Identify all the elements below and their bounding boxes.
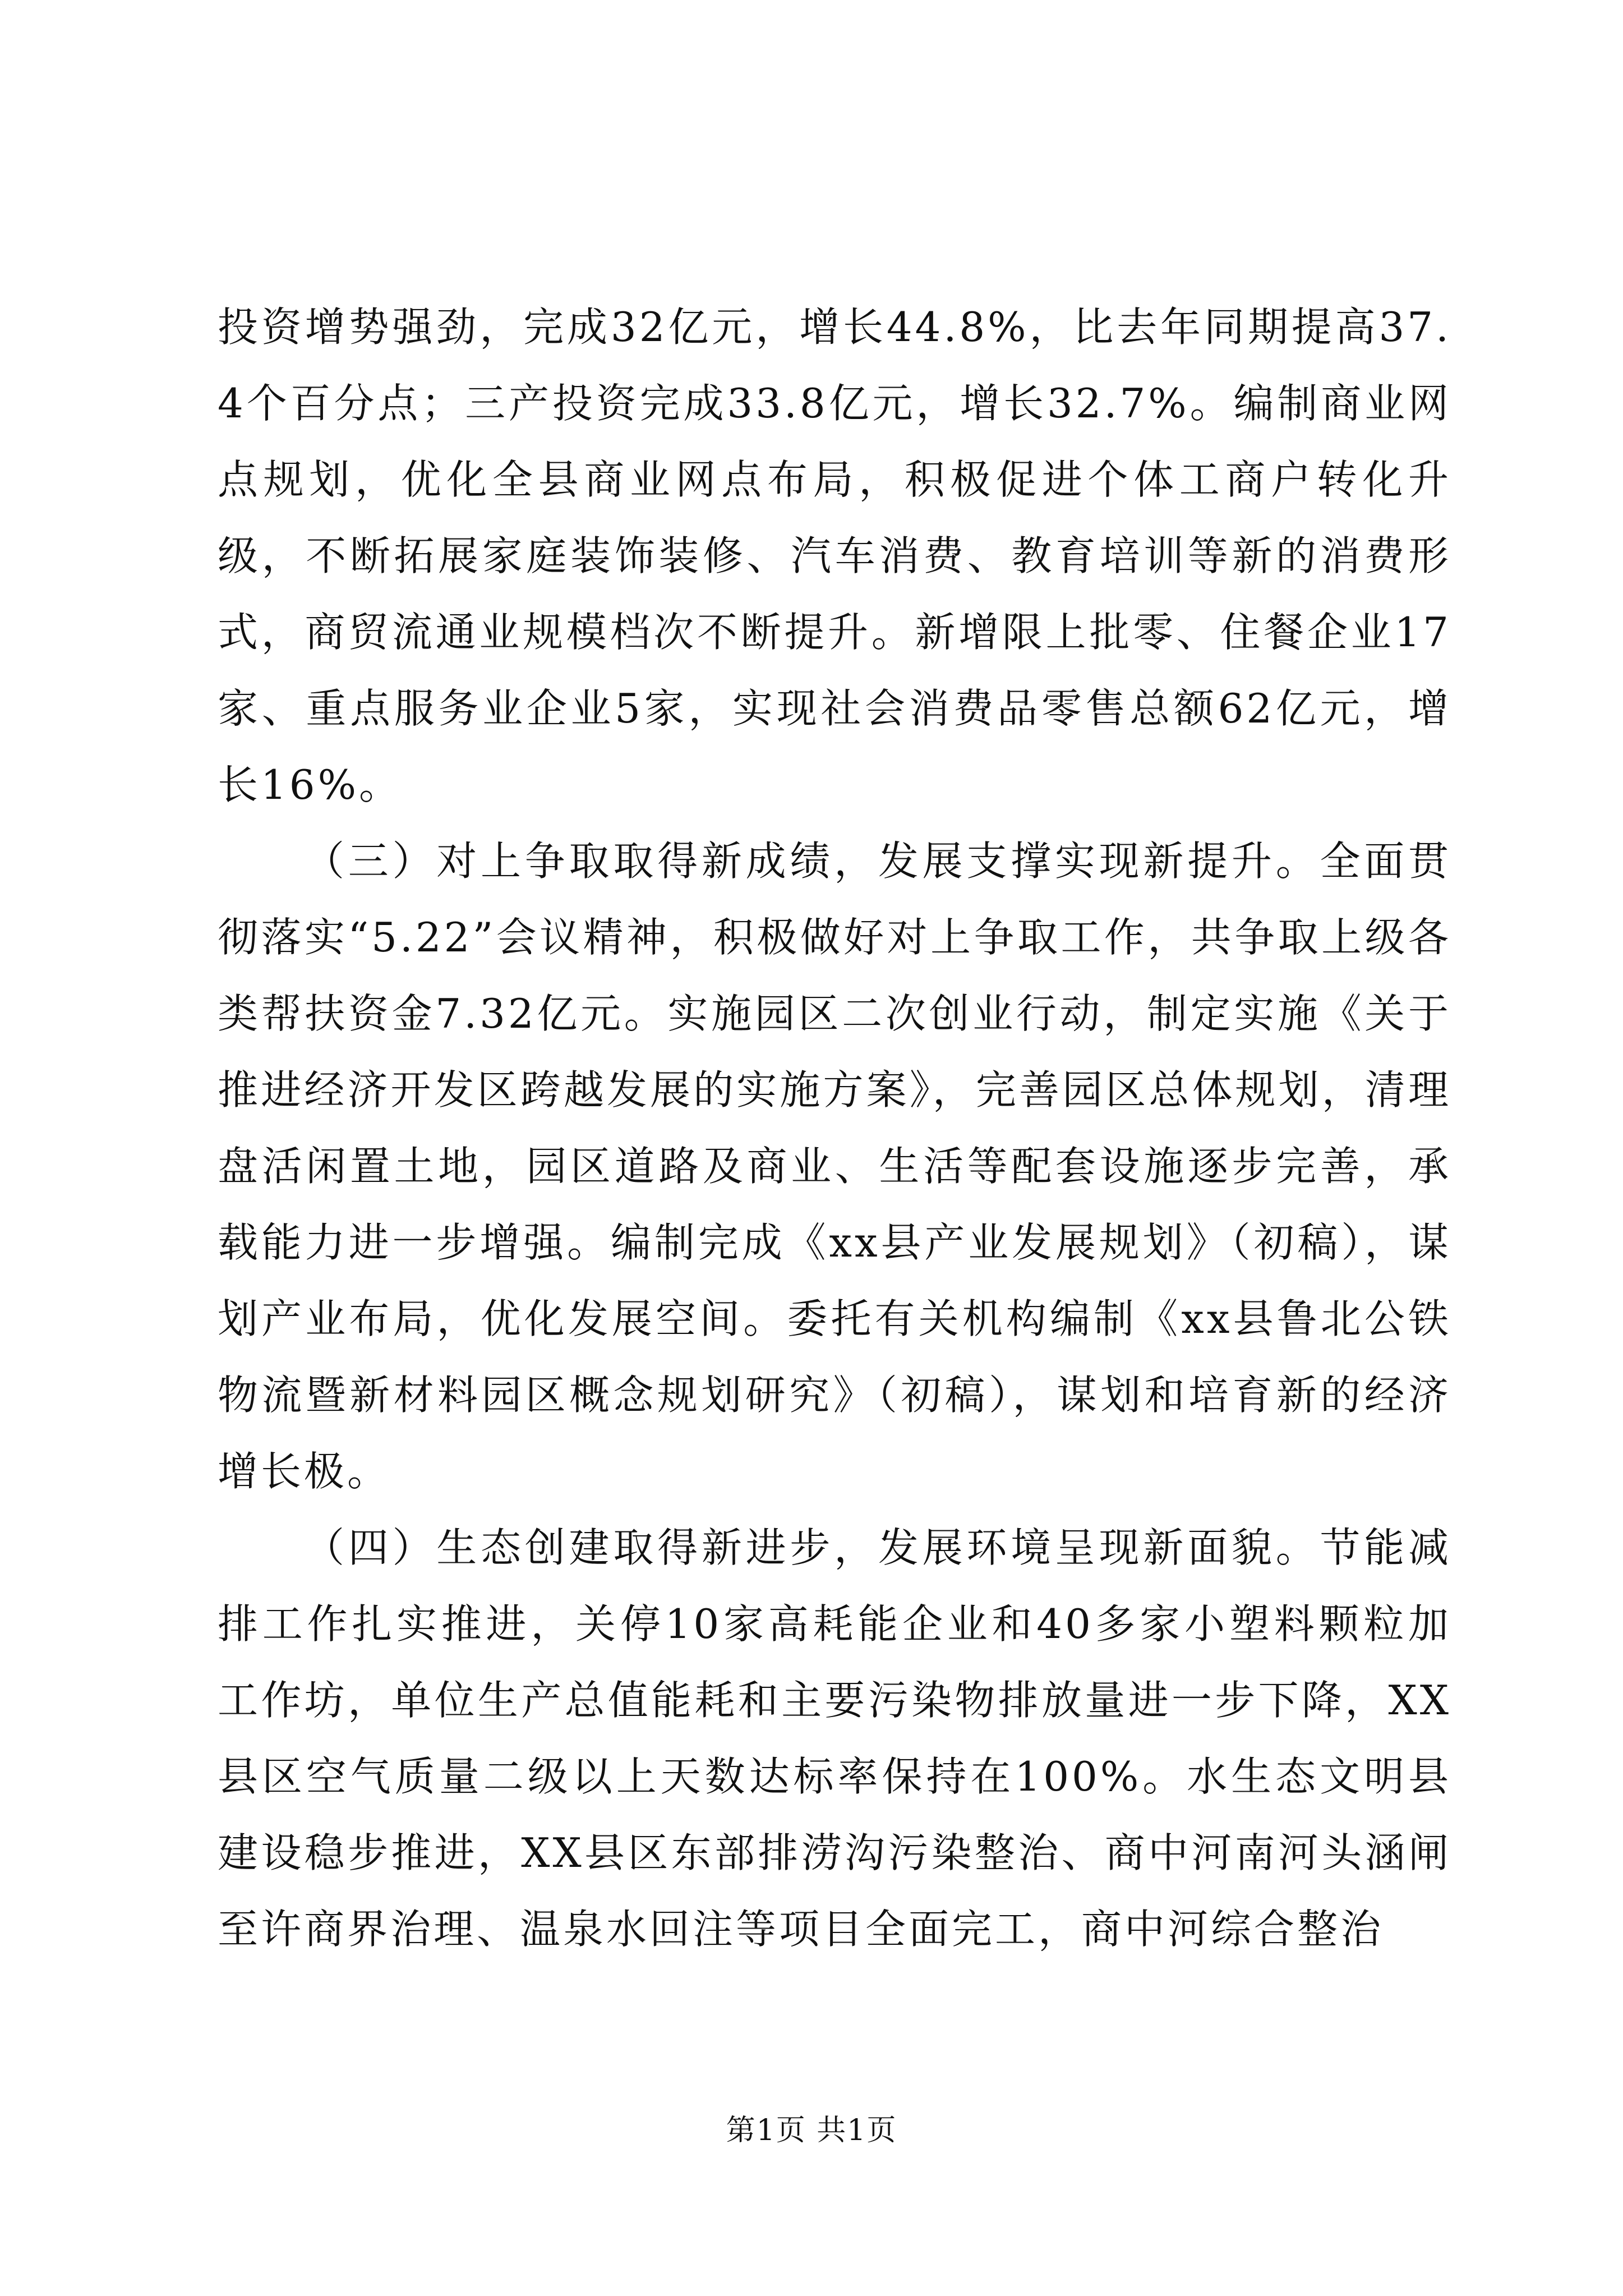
- paragraph-investment: 投资增势强劲，完成32亿元，增长44.8%，比去年同期提高37.4个百分点；三产投资完成33.8亿元，增长32.7%。编制商业网点规划，优化全县商业网点布局，积极促进个体工商户转化升级，不断拓展家庭装饰装修、汽车消费、教育培训等新的消费形式，商贸流通业规模档次不断提升。新增限上批零、住餐企业17家、重点服务业企业5家，实现社会消费品零售总额62亿元，增长16%。: [218, 303, 1451, 808]
- page-footer: 第1页 共1页: [726, 2114, 897, 2147]
- paragraph-section-three: （三）对上争取取得新成绩，发展支撑实现新提升。全面贯彻落实“5.22”会议精神，积极做好对上争取工作，共争取上级各类帮扶资金7.32亿元。实施园区二次创业行动，制定实施《关于推进经济开发区跨越发展的实施方案》，完善园区总体规划，清理盘活闲置土地，园区道路及商业、生活等配套设施逐步完善，承载能力进一步增强。编制完成《xx县产业发展规划》（初稿），谋划产业布局，优化发展空间。委托有关机构编制《xx县鲁北公铁物流暨新材料园区概念规划研究》（初稿），谋划和培育新的经济增长极。: [218, 838, 1451, 1495]
- paragraph-section-four: （四）生态创建取得新进步，发展环境呈现新面貌。节能减排工作扎实推进，关停10家高耗能企业和40多家小塑料颗粒加工作坊，单位生产总值能耗和主要污染物排放量进一步下降，XX县区空气质量二级以上天数达标率保持在100%。水生态文明县建设稳步推进，XX县区东部排涝沟污染整治、商中河南河头涵闸至许商界治理、温泉水回注等项目全面完工，商中河综合整治: [218, 1524, 1451, 1953]
- document-body: [218, 289, 1451, 1967]
